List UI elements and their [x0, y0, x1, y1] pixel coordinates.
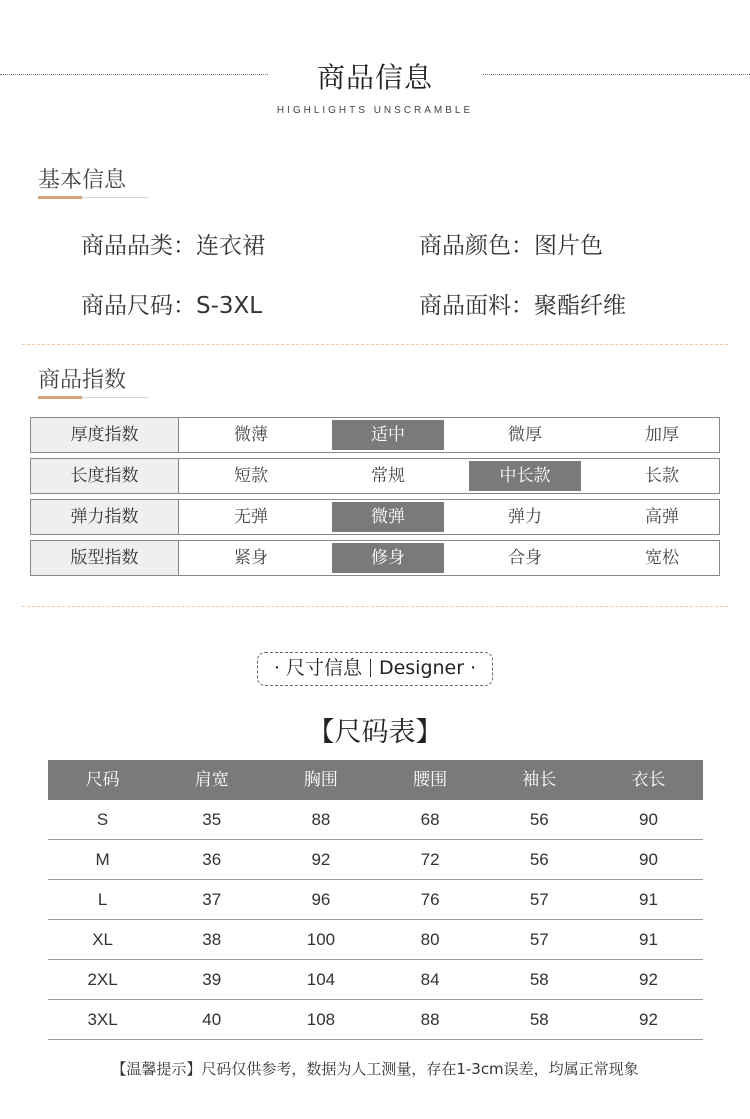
size-info-badge [257, 652, 493, 686]
basic-info-heading: 基本信息 [38, 168, 127, 193]
table-cell: 104 [306, 970, 336, 989]
table-cell: 68 [420, 810, 440, 829]
table-cell: 92 [638, 970, 658, 989]
table-cell: M [95, 850, 110, 869]
badge-separator [370, 659, 371, 677]
table-cell: 3XL [87, 1010, 118, 1029]
size-table [48, 760, 703, 1040]
index-option-selected: 中长款 [469, 461, 581, 491]
table-cell: 38 [202, 930, 222, 949]
index-option: 常规 [371, 466, 405, 486]
table-row [48, 800, 703, 840]
index-option: 微薄 [234, 425, 268, 445]
info-category: 商品品类：连衣裙 [81, 233, 265, 259]
table-cell: 36 [202, 850, 222, 869]
table-cell: 96 [311, 890, 331, 909]
table-cell: 88 [420, 1010, 440, 1029]
table-cell: 39 [202, 970, 222, 989]
table-cell: 108 [306, 1010, 336, 1029]
table-cell: 90 [638, 850, 658, 869]
size-column-header: 胸围 [303, 770, 338, 790]
index-row [30, 417, 720, 453]
index-option: 无弹 [234, 507, 268, 527]
badge-designer: Designer · [378, 657, 477, 679]
info-material: 商品面料：聚酯纤维 [419, 293, 626, 319]
info-size: 商品尺码：S-3XL [81, 293, 263, 319]
index-option: 微厚 [508, 425, 542, 445]
size-column-header: 尺码 [85, 770, 120, 790]
table-cell: 100 [306, 930, 336, 949]
size-footnote: 【温馨提示】尺码仅供参考，数据为人工测量，存在1-3cm误差，均属正常现象 [111, 1060, 639, 1078]
index-option-selected: 修身 [332, 543, 444, 573]
table-row [48, 840, 703, 880]
table-cell: S [96, 810, 109, 829]
index-row [30, 540, 720, 576]
index-option: 长款 [645, 466, 679, 486]
table-cell: XL [92, 930, 113, 949]
size-column-header: 腰围 [413, 770, 448, 790]
index-row-label: 长度指数 [31, 459, 179, 493]
table-cell: 91 [638, 930, 658, 949]
table-cell: 90 [638, 810, 658, 829]
table-cell: L [97, 890, 108, 909]
table-cell: 80 [420, 930, 440, 949]
index-heading: 商品指数 [38, 368, 127, 393]
size-column-header: 袖长 [522, 770, 557, 790]
section-divider [22, 606, 728, 607]
table-cell: 37 [202, 890, 222, 909]
section-divider [22, 344, 728, 345]
index-option: 加厚 [645, 425, 679, 445]
basic-info-accent [38, 196, 82, 199]
table-cell: 72 [420, 850, 440, 869]
index-option: 高弹 [645, 507, 679, 527]
page-title: 商品信息 [316, 61, 433, 94]
index-row-label: 版型指数 [31, 541, 179, 575]
index-row-label: 弹力指数 [31, 500, 179, 534]
table-cell: 92 [638, 1010, 658, 1029]
size-column-header: 肩宽 [194, 770, 229, 790]
table-cell: 91 [638, 890, 658, 909]
index-option: 紧身 [234, 548, 268, 568]
table-cell: 76 [420, 890, 440, 909]
table-cell: 57 [529, 930, 549, 949]
size-table-header [48, 760, 703, 800]
table-row [48, 960, 703, 1000]
index-accent [38, 396, 82, 399]
table-cell: 58 [529, 1010, 549, 1029]
table-cell: 84 [420, 970, 440, 989]
table-row [48, 880, 703, 920]
table-cell: 40 [202, 1010, 222, 1029]
index-option: 短款 [234, 466, 268, 486]
index-option-selected: 适中 [332, 420, 444, 450]
index-option: 弹力 [508, 507, 542, 527]
index-option: 宽松 [645, 548, 679, 568]
table-cell: 56 [529, 850, 549, 869]
table-cell: 58 [529, 970, 549, 989]
index-option-selected: 微弹 [332, 502, 444, 532]
table-cell: 56 [529, 810, 549, 829]
table-row [48, 920, 703, 960]
table-cell: 92 [311, 850, 331, 869]
size-column-header: 衣长 [631, 770, 666, 790]
info-color: 商品颜色：图片色 [419, 233, 603, 259]
table-cell: 2XL [87, 970, 118, 989]
size-table-body [48, 800, 703, 1040]
index-option: 合身 [508, 548, 542, 568]
table-cell: 88 [311, 810, 331, 829]
index-row [30, 499, 720, 535]
table-row [48, 1000, 703, 1040]
page-subtitle: HIGHLIGHTS UNSCRAMBLE [276, 105, 474, 116]
badge-label: · 尺寸信息 [273, 657, 362, 679]
index-row-label: 厚度指数 [31, 418, 179, 452]
table-cell: 57 [529, 890, 549, 909]
table-cell: 35 [202, 810, 222, 829]
size-chart-heading: 【尺码表】 [307, 717, 443, 748]
index-row [30, 458, 720, 494]
